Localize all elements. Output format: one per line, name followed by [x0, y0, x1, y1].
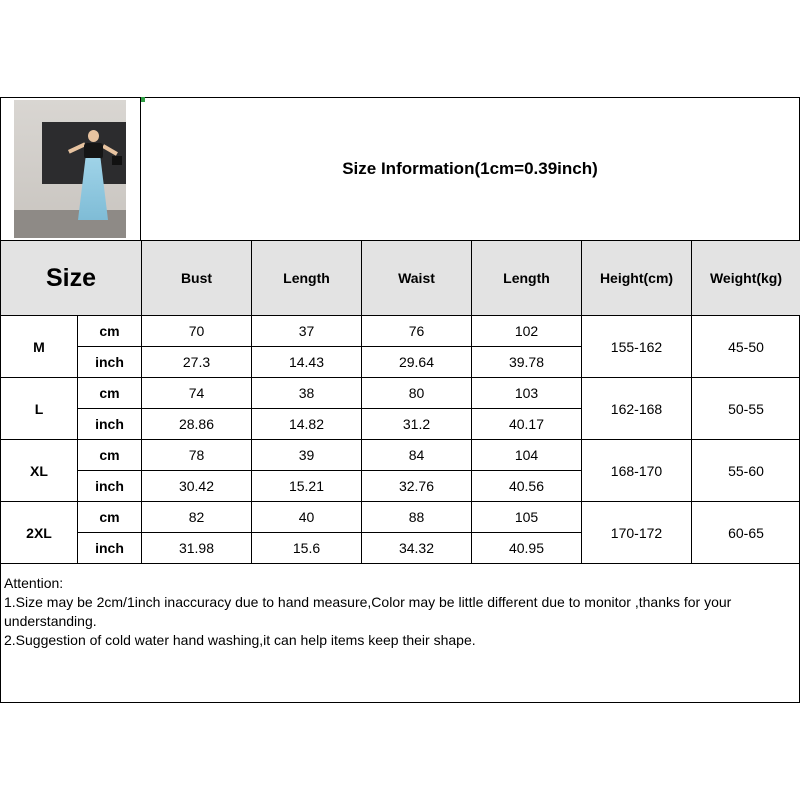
cell-height: 170-172	[582, 502, 692, 564]
cell-bust: 30.42	[142, 471, 252, 502]
cell-length-2: 103	[472, 378, 582, 409]
cell-waist: 31.2	[362, 409, 472, 440]
cell-waist: 88	[362, 502, 472, 533]
cell-waist: 32.76	[362, 471, 472, 502]
cell-length: 39	[252, 440, 362, 471]
unit-inch: inch	[78, 409, 142, 440]
cell-length-2: 102	[472, 316, 582, 347]
notes-line-2: 2.Suggestion of cold water hand washing,it can help items keep their shape.	[4, 632, 476, 648]
cell-length: 15.6	[252, 533, 362, 564]
cell-length: 15.21	[252, 471, 362, 502]
unit-cm: cm	[78, 502, 142, 533]
table-row	[1, 440, 800, 471]
size-table	[0, 240, 800, 564]
cell-length-2: 40.17	[472, 409, 582, 440]
header-size: Size	[1, 241, 142, 316]
cell-length-2: 40.95	[472, 533, 582, 564]
unit-cm: cm	[78, 316, 142, 347]
cell-length: 37	[252, 316, 362, 347]
cell-length-2: 39.78	[472, 347, 582, 378]
table-header-row	[1, 241, 800, 316]
header-bust: Bust	[142, 241, 252, 316]
photo-divider	[140, 97, 141, 240]
cell-height: 162-168	[582, 378, 692, 440]
cell-length: 38	[252, 378, 362, 409]
cell-bust: 31.98	[142, 533, 252, 564]
header-length: Length	[252, 241, 362, 316]
header-length-2: Length	[472, 241, 582, 316]
cell-bust: 70	[142, 316, 252, 347]
unit-cm: cm	[78, 440, 142, 471]
cell-length: 14.82	[252, 409, 362, 440]
cell-bust: 78	[142, 440, 252, 471]
product-photo	[14, 100, 126, 238]
header-weight: Weight(kg)	[692, 241, 800, 316]
table-row	[1, 316, 800, 347]
cell-bust: 74	[142, 378, 252, 409]
cell-length-2: 104	[472, 440, 582, 471]
table-row	[1, 502, 800, 533]
cell-waist: 29.64	[362, 347, 472, 378]
cell-waist: 80	[362, 378, 472, 409]
unit-inch: inch	[78, 471, 142, 502]
cell-length: 40	[252, 502, 362, 533]
cell-weight: 60-65	[692, 502, 800, 564]
cell-weight: 50-55	[692, 378, 800, 440]
cell-weight: 45-50	[692, 316, 800, 378]
notes-heading: Attention:	[4, 575, 64, 591]
table-row	[1, 378, 800, 409]
size-label: XL	[1, 440, 78, 502]
cell-length: 14.43	[252, 347, 362, 378]
unit-cm: cm	[78, 378, 142, 409]
page-title: Size Information(1cm=0.39inch)	[342, 159, 598, 178]
cell-bust: 27.3	[142, 347, 252, 378]
unit-inch: inch	[78, 533, 142, 564]
cell-waist: 34.32	[362, 533, 472, 564]
cell-weight: 55-60	[692, 440, 800, 502]
cell-waist: 76	[362, 316, 472, 347]
cell-height: 168-170	[582, 440, 692, 502]
notes-line-1: 1.Size may be 2cm/1inch inaccuracy due to hand measure,Color may be little different due to monitor ,thanks for your understanding.	[4, 594, 732, 629]
size-label: L	[1, 378, 78, 440]
unit-inch: inch	[78, 347, 142, 378]
cell-waist: 84	[362, 440, 472, 471]
cell-length-2: 40.56	[472, 471, 582, 502]
size-label: M	[1, 316, 78, 378]
cell-height: 155-162	[582, 316, 692, 378]
cell-bust: 82	[142, 502, 252, 533]
cell-bust: 28.86	[142, 409, 252, 440]
attention-notes	[4, 574, 794, 650]
size-label: 2XL	[1, 502, 78, 564]
header-waist: Waist	[362, 241, 472, 316]
header-height: Height(cm)	[582, 241, 692, 316]
cell-length-2: 105	[472, 502, 582, 533]
